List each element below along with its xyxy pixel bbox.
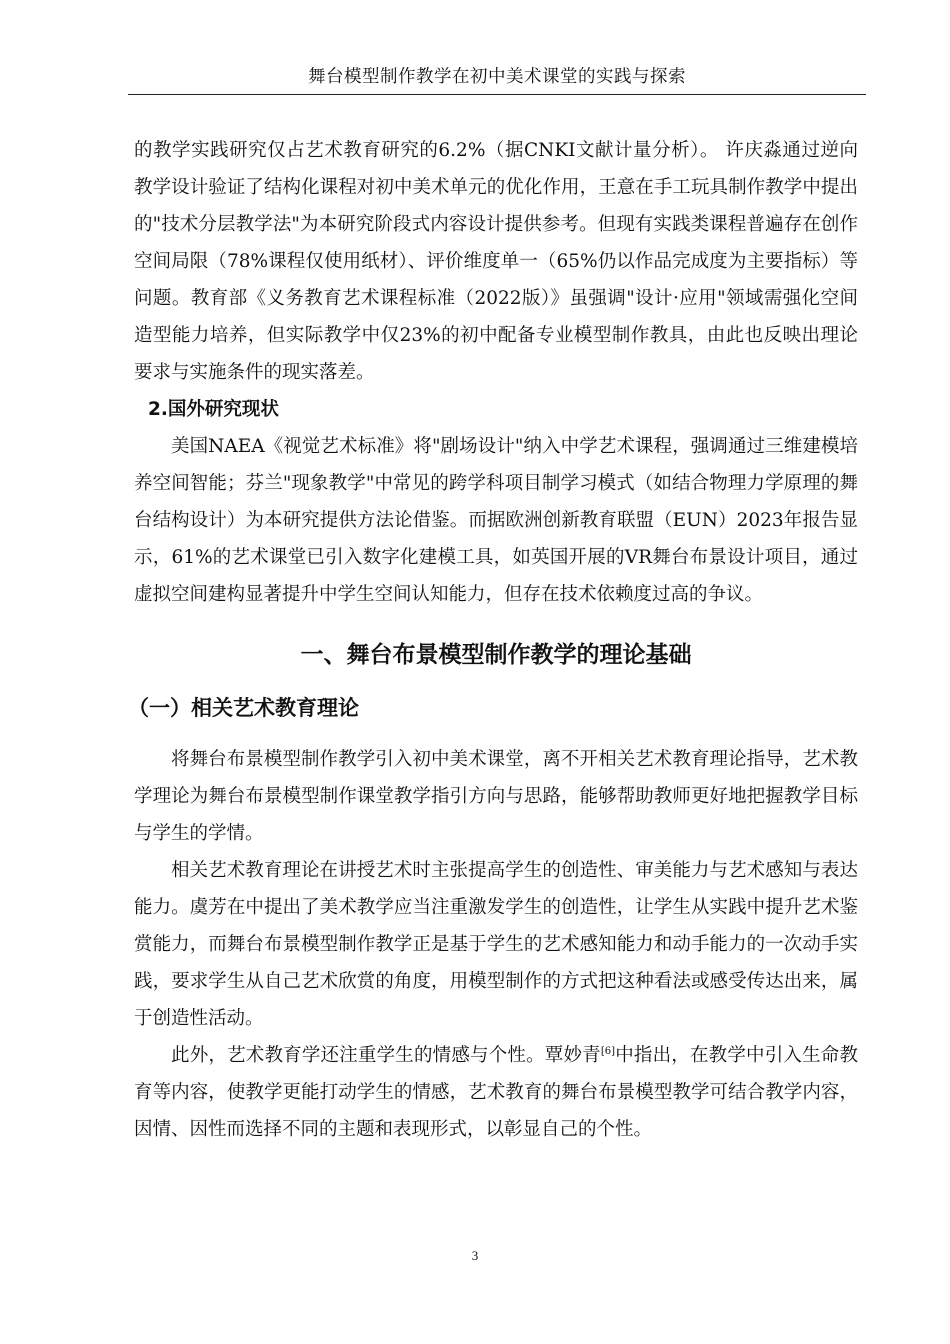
running-header (128, 62, 866, 95)
body-paragraph-4: 相关艺术教育理论在讲授艺术时主张提高学生的创造性、审美能力与艺术感知与表达能力。虞芳在中提出了美术教学应当注重激发学生的创造性，让学生从实践中提升艺术鉴赏能力，而舞台布景模型制作教学正是基于学生的艺术感知能力和动手能力的一次动手实践，要求学生从自己艺术欣赏的角度，用模型制作的方式把这种看法或感受传达出来，属于创造性活动。 (134, 860, 858, 1029)
page-body (128, 132, 858, 1148)
body-paragraph-1: 的教学实践研究仅占艺术教育研究的6.2%（据CNKI文献计量分析）。 许庆淼通过逆向教学设计验证了结构化课程对初中美术单元的优化作用，王意在手工玩具制作教学中提出的"技术分层教学法"为本研究阶段式内容设计提供参考。但现有实践类课程普遍存在创作空间局限（78%课程仅使用纸材）、评价维度单一（65%仍以作品完成度为主要指标）等问题。教育部《义务教育艺术课程标准（2022版）》虽强调"设计·应用"领域需强化空间造型能力培养，但实际教学中仅23%的初中配备专业模型制作教具，由此也反映出理论要求与实施条件的现实落差。 (134, 140, 858, 383)
citation-marker: [6] (600, 1045, 616, 1057)
body-paragraph-5 (134, 1037, 858, 1148)
subsection-heading-foreign-research: 2.国外研究现状 (148, 399, 279, 420)
body-paragraph-2: 美国NAEA《视觉艺术标准》将"剧场设计"纳入中学艺术课程，强调通过三维建模培养空间智能；芬兰"现象教学"中常见的跨学科项目制学习模式（如结合物理力学原理的舞台结构设计）为本研究提供方法论借鉴。而据欧洲创新教育联盟（EUN）2023年报告显示，61%的艺术课堂已引入数字化建模工具，如英国开展的VR舞台布景设计项目，通过虚拟空间建构显著提升中学生空间认知能力，但存在技术依赖度过高的争议。 (134, 436, 858, 605)
running-header-title: 舞台模型制作教学在初中美术课堂的实践与探索 (308, 67, 686, 87)
body-paragraph-3: 将舞台布景模型制作教学引入初中美术课堂，离不开相关艺术教育理论指导，艺术教学理论为舞台布景模型制作课堂教学指引方向与思路，能够帮助教师更好地把握教学目标与学生的学情。 (134, 749, 858, 844)
paragraph-5-text-end: 中指出，在教学中引入生命教育等内容，使教学更能打动学生的情感，艺术教育的舞台布景模型教学可结合教学内容，因情、因性而选择不同的主题和表现形式，以彰显自己的个性。 (134, 1045, 858, 1140)
page-number: 3 (471, 1248, 479, 1263)
section-title: （一）相关艺术教育理论 (128, 696, 359, 720)
chapter-title: 一、舞台布景模型制作教学的理论基础 (300, 642, 692, 668)
paragraph-5-text-start: 此外，艺术教育学还注重学生的情感与个性。覃妙青 (171, 1045, 601, 1066)
